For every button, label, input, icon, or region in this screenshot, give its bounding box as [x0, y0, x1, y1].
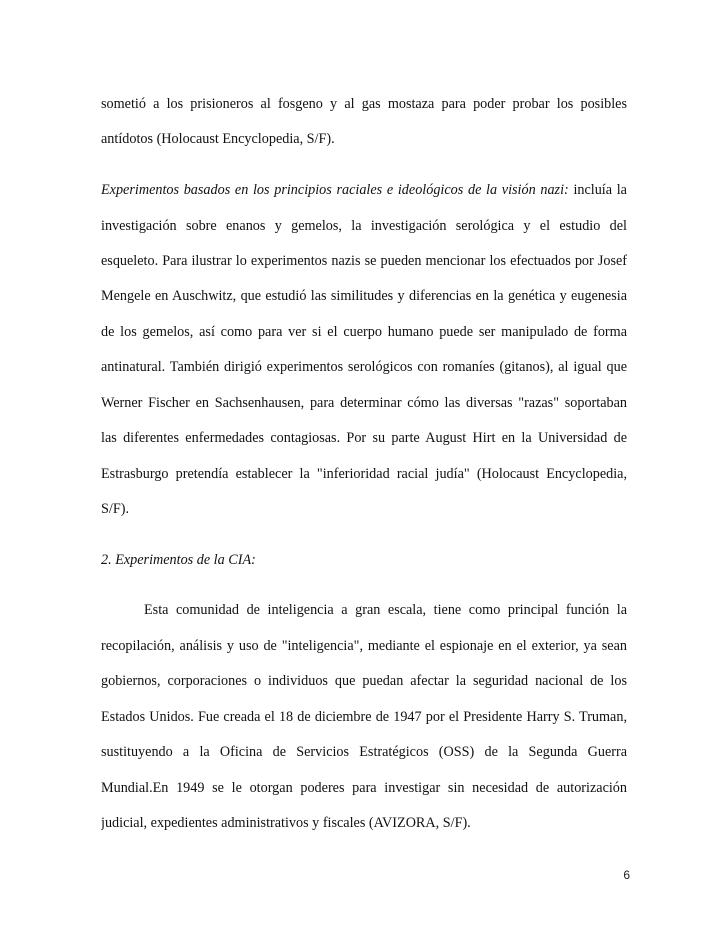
paragraph-2-line-8: las diferentes enfermedades contagiosas. Por su parte August Hirt en la Universidad de: [101, 430, 627, 446]
paragraph-2-line-4: Mengele en Auschwitz, que estudió las similitudes y diferencias en la genética y eugenesia: [101, 288, 627, 304]
section-heading: 2. Experimentos de la CIA:: [101, 552, 256, 568]
paragraph-1-line-1: sometió a los prisioneros al fosgeno y al gas mostaza para poder probar los posibles: [101, 96, 627, 112]
paragraph-3-line-2: recopilación, análisis y uso de "inteligencia", mediante el espionaje en el exterior, ya sean: [101, 638, 627, 654]
paragraph-2-line-5: de los gemelos, así como para ver si el cuerpo humano puede ser manipulado de forma: [101, 324, 627, 340]
paragraph-2-line-1-rest: incluía la: [568, 182, 627, 198]
paragraph-3-line-7: judicial, expedientes administrativos y fiscales (AVIZORA, S/F).: [101, 815, 471, 831]
paragraph-2-line-1: [101, 181, 627, 199]
paragraph-2-line-6: antinatural. También dirigió experimentos serológicos con romaníes (gitanos), al igual que: [101, 359, 627, 375]
paragraph-2-line-2: investigación sobre enanos y gemelos, la investigación serológica y el estudio del: [101, 218, 627, 234]
paragraph-3-line-4: Estados Unidos. Fue creada el 18 de diciembre de 1947 por el Presidente Harry S. Truman,: [101, 709, 627, 725]
paragraph-2-line-9: Estrasburgo pretendía establecer la "inferioridad racial judía" (Holocaust Encyclopedia,: [101, 466, 627, 482]
page-number: 6: [623, 868, 630, 882]
paragraph-3-line-6: Mundial.En 1949 se le otorgan poderes para investigar sin necesidad de autorización: [101, 780, 627, 796]
paragraph-2-italic-heading: Experimentos basados en los principios raciales e ideológicos de la visión nazi:: [101, 182, 569, 198]
paragraph-3-line-5: sustituyendo a la Oficina de Servicios Estratégicos (OSS) de la Segunda Guerra: [101, 744, 627, 760]
paragraph-2-line-7: Werner Fischer en Sachsenhausen, para determinar cómo las diversas "razas" soportaban: [101, 395, 627, 411]
paragraph-3-line-3: gobiernos, corporaciones o individuos que puedan afectar la seguridad nacional de los: [101, 673, 627, 689]
paragraph-1-line-2: antídotos (Holocaust Encyclopedia, S/F).: [101, 131, 335, 147]
paragraph-2-line-10: S/F).: [101, 501, 129, 517]
paragraph-2-line-3: esqueleto. Para ilustrar lo experimentos nazis se pueden mencionar los efectuados por Josef: [101, 253, 627, 269]
paragraph-3-line-1: Esta comunidad de inteligencia a gran escala, tiene como principal función la: [144, 602, 627, 618]
